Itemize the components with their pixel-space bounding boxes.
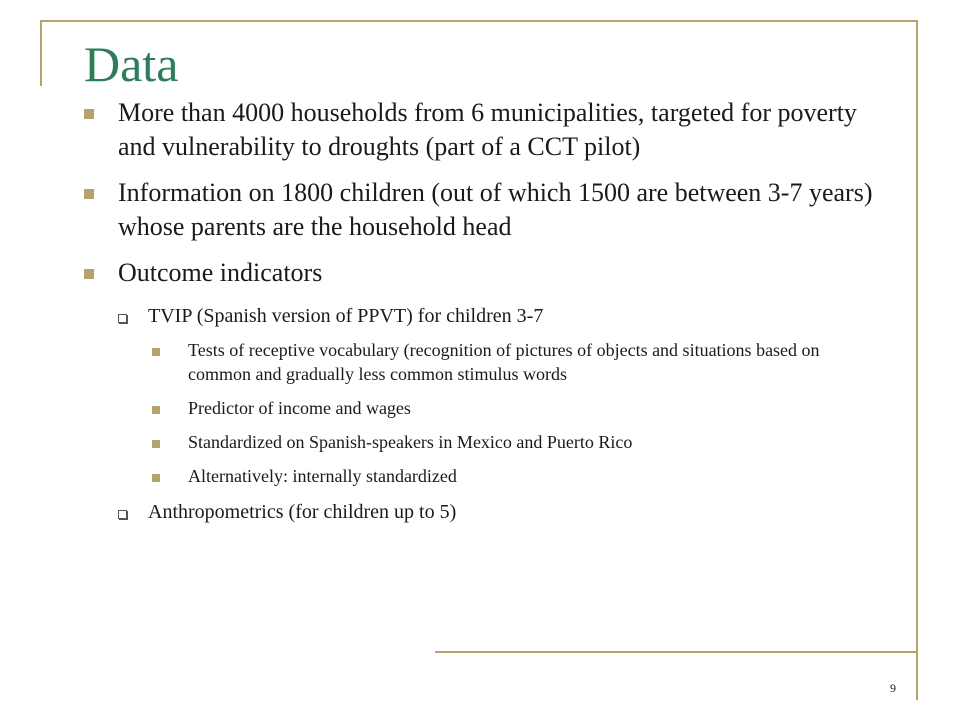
hollow-square-bullet-icon (118, 510, 127, 519)
sub-bullet-tvip (118, 302, 884, 330)
detail-bullet-predictor (152, 396, 878, 420)
detail-text: Tests of receptive vocabulary (recognition of pictures of objects and situations based on common and gradually less common stimulus words (188, 340, 820, 384)
square-bullet-icon (84, 109, 94, 119)
frame-line-top-left-vertical (40, 20, 42, 86)
square-bullet-icon (84, 269, 94, 279)
detail-text: Predictor of income and wages (188, 398, 411, 418)
detail-bullet-alternatively (152, 464, 878, 488)
detail-text: Standardized on Spanish-speakers in Mexico and Puerto Rico (188, 432, 633, 452)
square-bullet-icon (152, 474, 160, 482)
sub-bullet-anthropometrics (118, 498, 884, 526)
bullet-text: Information on 1800 children (out of which 1500 are between 3-7 years) whose parents are the household head (118, 178, 873, 241)
sub-bullet-text: Anthropometrics (for children up to 5) (148, 501, 457, 523)
square-bullet-icon (152, 406, 160, 414)
hollow-square-bullet-icon (118, 314, 127, 323)
square-bullet-icon (152, 348, 160, 356)
frame-line-top (40, 20, 918, 22)
detail-text: Alternatively: internally standardized (188, 466, 457, 486)
square-bullet-icon (152, 440, 160, 448)
detail-bullet-receptive-vocabulary (152, 338, 878, 386)
bullet-text: Outcome indicators (118, 258, 323, 287)
slide-title: Data (84, 36, 179, 92)
bullet-households (84, 96, 884, 164)
slide-content (84, 96, 884, 534)
bullet-children (84, 176, 884, 244)
frame-line-bottom (435, 651, 918, 653)
bullet-outcome-indicators (84, 256, 884, 290)
bullet-text: More than 4000 households from 6 municipalities, targeted for poverty and vulnerability to droughts (part of a CCT pilot) (118, 98, 857, 161)
square-bullet-icon (84, 189, 94, 199)
sub-bullet-text: TVIP (Spanish version of PPVT) for children 3-7 (148, 305, 544, 327)
frame-line-right (916, 20, 918, 700)
detail-bullet-standardized (152, 430, 878, 454)
page-number: 9 (890, 681, 896, 695)
